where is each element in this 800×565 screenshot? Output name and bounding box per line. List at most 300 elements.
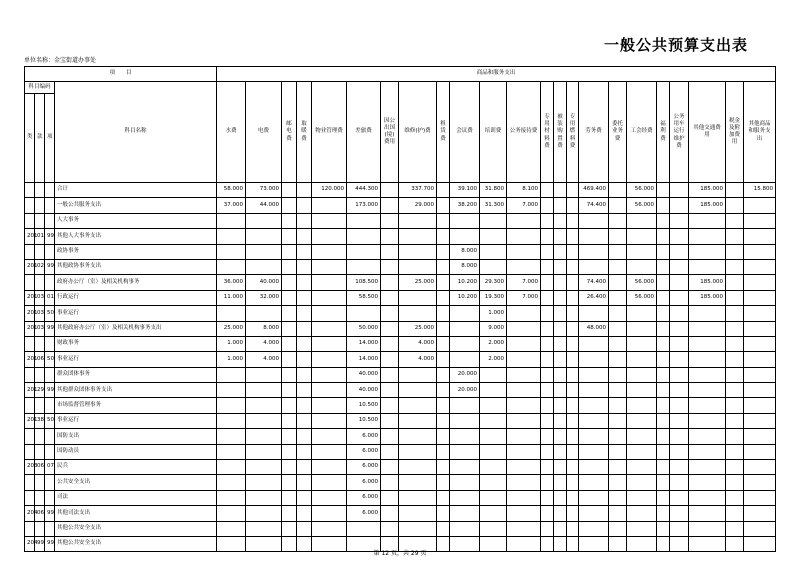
amount-cell [282, 475, 297, 490]
amount-cell [744, 275, 776, 290]
amount-cell [507, 213, 541, 228]
code-lei [25, 429, 35, 444]
amount-cell: 56.000 [627, 198, 657, 213]
amount-cell [627, 213, 657, 228]
amount-cell [297, 244, 312, 259]
amount-cell [657, 183, 670, 198]
amount-cell [670, 383, 689, 398]
amount-cell [567, 352, 579, 367]
amount-cell: 444.300 [347, 183, 381, 198]
amount-cell [609, 475, 627, 490]
code-xiang: 99 [45, 536, 55, 551]
amount-cell: 74.400 [579, 275, 609, 290]
amount-cell [609, 336, 627, 351]
amount-cell [726, 198, 744, 213]
amount-cell [554, 336, 567, 351]
amount-cell [609, 290, 627, 305]
amount-cell [657, 290, 670, 305]
amount-cell [381, 321, 399, 336]
amount-cell [437, 183, 450, 198]
amount-cell [437, 429, 450, 444]
amount-cell [381, 460, 399, 475]
amount-cell [554, 367, 567, 382]
amount-cell [726, 352, 744, 367]
amount-cell: 4.000 [399, 336, 437, 351]
amount-cell [437, 198, 450, 213]
amount-cell [507, 306, 541, 321]
table-row [25, 306, 776, 321]
code-xiang [45, 198, 55, 213]
amount-cell [297, 306, 312, 321]
table-row [25, 244, 776, 259]
code-kuan: 29 [35, 383, 45, 398]
amount-cell [689, 306, 726, 321]
amount-cell: 11.000 [217, 290, 246, 305]
amount-cell [657, 321, 670, 336]
amount-cell [609, 398, 627, 413]
amount-cell [282, 444, 297, 459]
amount-cell [726, 275, 744, 290]
amount-cell [312, 229, 347, 244]
amount-cell [297, 444, 312, 459]
amount-cell [744, 321, 776, 336]
table-body [25, 67, 776, 552]
amount-cell [541, 506, 554, 521]
amount-cell [381, 336, 399, 351]
amount-cell [312, 259, 347, 274]
amount-cell [312, 352, 347, 367]
amount-cell [450, 521, 480, 536]
amount-cell [381, 367, 399, 382]
amount-cell [399, 490, 437, 505]
amount-cell [381, 183, 399, 198]
amount-cell [282, 352, 297, 367]
code-kuan [35, 429, 45, 444]
amount-cell [381, 398, 399, 413]
amount-cell: 56.000 [627, 183, 657, 198]
amount-cell [627, 352, 657, 367]
column-header: 取暖费 [297, 82, 312, 183]
code-xiang: 50 [45, 352, 55, 367]
amount-cell [246, 398, 282, 413]
table-row [25, 460, 776, 475]
amount-cell [567, 413, 579, 428]
amount-cell: 56.000 [627, 275, 657, 290]
amount-cell [507, 321, 541, 336]
amount-cell: 37.000 [217, 198, 246, 213]
amount-cell [657, 413, 670, 428]
amount-cell: 108.500 [347, 275, 381, 290]
code-lei [25, 275, 35, 290]
amount-cell [627, 444, 657, 459]
header-row-1 [25, 67, 776, 82]
amount-cell [312, 275, 347, 290]
amount-cell: 56.000 [627, 290, 657, 305]
amount-cell [609, 352, 627, 367]
amount-cell [609, 506, 627, 521]
table-row [25, 259, 776, 274]
amount-cell [579, 383, 609, 398]
amount-cell [670, 506, 689, 521]
amount-cell: 14.000 [347, 336, 381, 351]
amount-cell [437, 229, 450, 244]
amount-cell [567, 183, 579, 198]
amount-cell [312, 460, 347, 475]
amount-cell [579, 444, 609, 459]
amount-cell [437, 383, 450, 398]
amount-cell: 36.000 [217, 275, 246, 290]
amount-cell: 8.000 [246, 321, 282, 336]
item-header: 项 目 [25, 67, 217, 82]
code-lei [25, 213, 35, 228]
amount-cell: 469.400 [579, 183, 609, 198]
amount-cell [282, 367, 297, 382]
amount-cell [657, 259, 670, 274]
code-kuan: 03 [35, 321, 45, 336]
subject-name: 民兵 [55, 460, 217, 475]
amount-cell: 185.000 [689, 198, 726, 213]
amount-cell [480, 444, 507, 459]
amount-cell [217, 475, 246, 490]
amount-cell [541, 213, 554, 228]
amount-cell [657, 444, 670, 459]
code-kuan [35, 475, 45, 490]
amount-cell [609, 259, 627, 274]
column-header: 其他商品和服务支出 [744, 82, 776, 183]
amount-cell [670, 367, 689, 382]
amount-cell [507, 521, 541, 536]
amount-cell [657, 383, 670, 398]
subject-name: 其他公共安全支出 [55, 536, 217, 551]
amount-cell [726, 521, 744, 536]
amount-cell [450, 321, 480, 336]
amount-cell: 173.000 [347, 198, 381, 213]
subject-name: 财政事务 [55, 336, 217, 351]
amount-cell [217, 367, 246, 382]
amount-cell [579, 521, 609, 536]
amount-cell [450, 336, 480, 351]
amount-cell: 7.000 [507, 275, 541, 290]
amount-cell [567, 259, 579, 274]
subject-name: 其他群众团体事务支出 [55, 383, 217, 398]
amount-cell [312, 490, 347, 505]
amount-cell [609, 429, 627, 444]
amount-cell [246, 244, 282, 259]
amount-cell [312, 521, 347, 536]
amount-cell [381, 229, 399, 244]
amount-cell [312, 321, 347, 336]
subject-name: 其他政协事务支出 [55, 259, 217, 274]
amount-cell: 31.300 [480, 198, 507, 213]
amount-cell: 31.800 [480, 183, 507, 198]
code-xiang [45, 429, 55, 444]
header-row-2 [25, 82, 776, 94]
amount-cell: 4.000 [246, 336, 282, 351]
amount-cell: 44.000 [246, 198, 282, 213]
amount-cell [507, 460, 541, 475]
amount-cell [609, 321, 627, 336]
amount-cell [744, 198, 776, 213]
amount-cell [567, 429, 579, 444]
amount-cell [744, 475, 776, 490]
amount-cell [297, 352, 312, 367]
table-row [25, 183, 776, 198]
amount-cell [744, 444, 776, 459]
amount-cell [579, 490, 609, 505]
column-header: 专用材料费 [541, 82, 554, 183]
amount-cell [312, 290, 347, 305]
amount-cell [399, 413, 437, 428]
subject-name: 合计 [55, 183, 217, 198]
amount-cell [480, 521, 507, 536]
amount-cell [744, 383, 776, 398]
amount-cell [554, 306, 567, 321]
amount-cell [744, 429, 776, 444]
amount-cell [627, 460, 657, 475]
table-row [25, 336, 776, 351]
amount-cell [670, 336, 689, 351]
amount-cell [399, 259, 437, 274]
code-lei: 201 [25, 229, 35, 244]
amount-cell [541, 444, 554, 459]
amount-cell [657, 475, 670, 490]
amount-cell [282, 290, 297, 305]
amount-cell [609, 367, 627, 382]
amount-cell [381, 490, 399, 505]
column-header: 物业管理费 [312, 82, 347, 183]
amount-cell: 50.000 [347, 321, 381, 336]
column-header: 维修(护)费 [399, 82, 437, 183]
amount-cell [726, 244, 744, 259]
code-xiang: 50 [45, 306, 55, 321]
amount-cell [670, 321, 689, 336]
amount-cell [282, 229, 297, 244]
amount-cell [399, 521, 437, 536]
amount-cell [246, 429, 282, 444]
amount-cell [507, 413, 541, 428]
amount-cell [657, 398, 670, 413]
subject-name: 其他司法支出 [55, 506, 217, 521]
amount-cell [689, 429, 726, 444]
amount-cell [541, 290, 554, 305]
amount-cell [297, 290, 312, 305]
code-lei: 204 [25, 536, 35, 551]
amount-cell [689, 521, 726, 536]
amount-cell: 7.000 [507, 198, 541, 213]
amount-cell [567, 336, 579, 351]
amount-cell [480, 398, 507, 413]
amount-cell: 19.300 [480, 290, 507, 305]
amount-cell [657, 521, 670, 536]
amount-cell: 185.000 [689, 275, 726, 290]
amount-cell [541, 413, 554, 428]
amount-cell [297, 475, 312, 490]
amount-cell [399, 460, 437, 475]
amount-cell [657, 367, 670, 382]
amount-cell [541, 183, 554, 198]
amount-cell [381, 352, 399, 367]
amount-cell [450, 490, 480, 505]
amount-cell [282, 521, 297, 536]
amount-cell: 15.800 [744, 183, 776, 198]
amount-cell [541, 429, 554, 444]
amount-cell [282, 259, 297, 274]
amount-cell [541, 198, 554, 213]
code-xiang: 01 [45, 290, 55, 305]
amount-cell [450, 429, 480, 444]
amount-cell [554, 244, 567, 259]
table-row [25, 506, 776, 521]
amount-cell [689, 444, 726, 459]
amount-cell [399, 213, 437, 228]
amount-cell [609, 229, 627, 244]
amount-cell [541, 229, 554, 244]
amount-cell [437, 352, 450, 367]
code-kuan: 01 [35, 229, 45, 244]
amount-cell [480, 383, 507, 398]
amount-cell [541, 460, 554, 475]
amount-cell [246, 306, 282, 321]
amount-cell [312, 213, 347, 228]
column-header: 其他交通费用 [689, 82, 726, 183]
amount-cell [670, 229, 689, 244]
amount-cell [657, 306, 670, 321]
amount-cell [670, 213, 689, 228]
subject-name: 行政运行 [55, 290, 217, 305]
amount-cell [246, 444, 282, 459]
table-row [25, 444, 776, 459]
amount-cell [312, 198, 347, 213]
amount-cell [347, 213, 381, 228]
amount-cell [246, 229, 282, 244]
amount-cell [554, 352, 567, 367]
amount-cell [554, 229, 567, 244]
subject-name: 其他公共安全支出 [55, 521, 217, 536]
amount-cell: 10.200 [450, 290, 480, 305]
amount-cell [312, 506, 347, 521]
amount-cell: 185.000 [689, 183, 726, 198]
amount-cell [567, 229, 579, 244]
amount-cell [217, 490, 246, 505]
table-row [25, 352, 776, 367]
amount-cell [567, 398, 579, 413]
amount-cell [627, 521, 657, 536]
column-header: 会议费 [450, 82, 480, 183]
subject-name: 市场监督管理事务 [55, 398, 217, 413]
amount-cell [437, 521, 450, 536]
amount-cell [744, 213, 776, 228]
code-kuan [35, 521, 45, 536]
amount-cell [437, 244, 450, 259]
amount-cell [297, 321, 312, 336]
code-kuan [35, 275, 45, 290]
amount-cell [282, 506, 297, 521]
amount-cell [541, 259, 554, 274]
subject-name: 政府办公厅（室）及相关机构事务 [55, 275, 217, 290]
amount-cell [579, 413, 609, 428]
amount-cell [282, 244, 297, 259]
amount-cell [450, 444, 480, 459]
amount-cell [312, 306, 347, 321]
amount-cell [480, 244, 507, 259]
amount-cell [726, 229, 744, 244]
column-header: 邮电费 [282, 82, 297, 183]
amount-cell: 6.000 [347, 429, 381, 444]
amount-cell [381, 306, 399, 321]
amount-cell [744, 290, 776, 305]
code-lei [25, 398, 35, 413]
amount-cell [567, 475, 579, 490]
amount-cell [567, 367, 579, 382]
code-xiang: 99 [45, 321, 55, 336]
amount-cell [689, 460, 726, 475]
code-xiang [45, 275, 55, 290]
amount-cell [437, 259, 450, 274]
amount-cell: 40.000 [347, 367, 381, 382]
amount-cell [282, 413, 297, 428]
amount-cell: 6.000 [347, 490, 381, 505]
amount-cell [282, 198, 297, 213]
amount-cell [282, 383, 297, 398]
amount-cell [399, 444, 437, 459]
amount-cell [297, 336, 312, 351]
amount-cell [437, 306, 450, 321]
unit-label: 单位名称：金宝街道办事处 [24, 57, 97, 64]
amount-cell [609, 213, 627, 228]
amount-cell [437, 398, 450, 413]
amount-cell: 58.000 [217, 183, 246, 198]
amount-cell [437, 336, 450, 351]
amount-cell [670, 290, 689, 305]
amount-cell [689, 367, 726, 382]
amount-cell [689, 259, 726, 274]
xiang-header: 项 [45, 94, 55, 183]
amount-cell [744, 460, 776, 475]
amount-cell: 1.000 [480, 306, 507, 321]
amount-cell [726, 321, 744, 336]
amount-cell: 14.000 [347, 352, 381, 367]
amount-cell [726, 213, 744, 228]
amount-cell: 8.100 [507, 183, 541, 198]
amount-cell [567, 213, 579, 228]
code-lei [25, 475, 35, 490]
amount-cell: 10.500 [347, 413, 381, 428]
subject-name: 一般公共服务支出 [55, 198, 217, 213]
amount-cell [381, 213, 399, 228]
amount-cell [609, 444, 627, 459]
amount-cell [480, 490, 507, 505]
amount-cell [312, 475, 347, 490]
code-lei [25, 367, 35, 382]
code-kuan [35, 444, 45, 459]
amount-cell [689, 475, 726, 490]
amount-cell [437, 475, 450, 490]
amount-cell [507, 244, 541, 259]
amount-cell [297, 383, 312, 398]
group-header: 商品和服务支出 [217, 67, 776, 82]
amount-cell [579, 336, 609, 351]
amount-cell [579, 306, 609, 321]
amount-cell [437, 275, 450, 290]
table-row [25, 198, 776, 213]
amount-cell [541, 336, 554, 351]
amount-cell [312, 413, 347, 428]
amount-cell [347, 244, 381, 259]
amount-cell [541, 244, 554, 259]
amount-cell [670, 306, 689, 321]
amount-cell [312, 383, 347, 398]
amount-cell [297, 460, 312, 475]
